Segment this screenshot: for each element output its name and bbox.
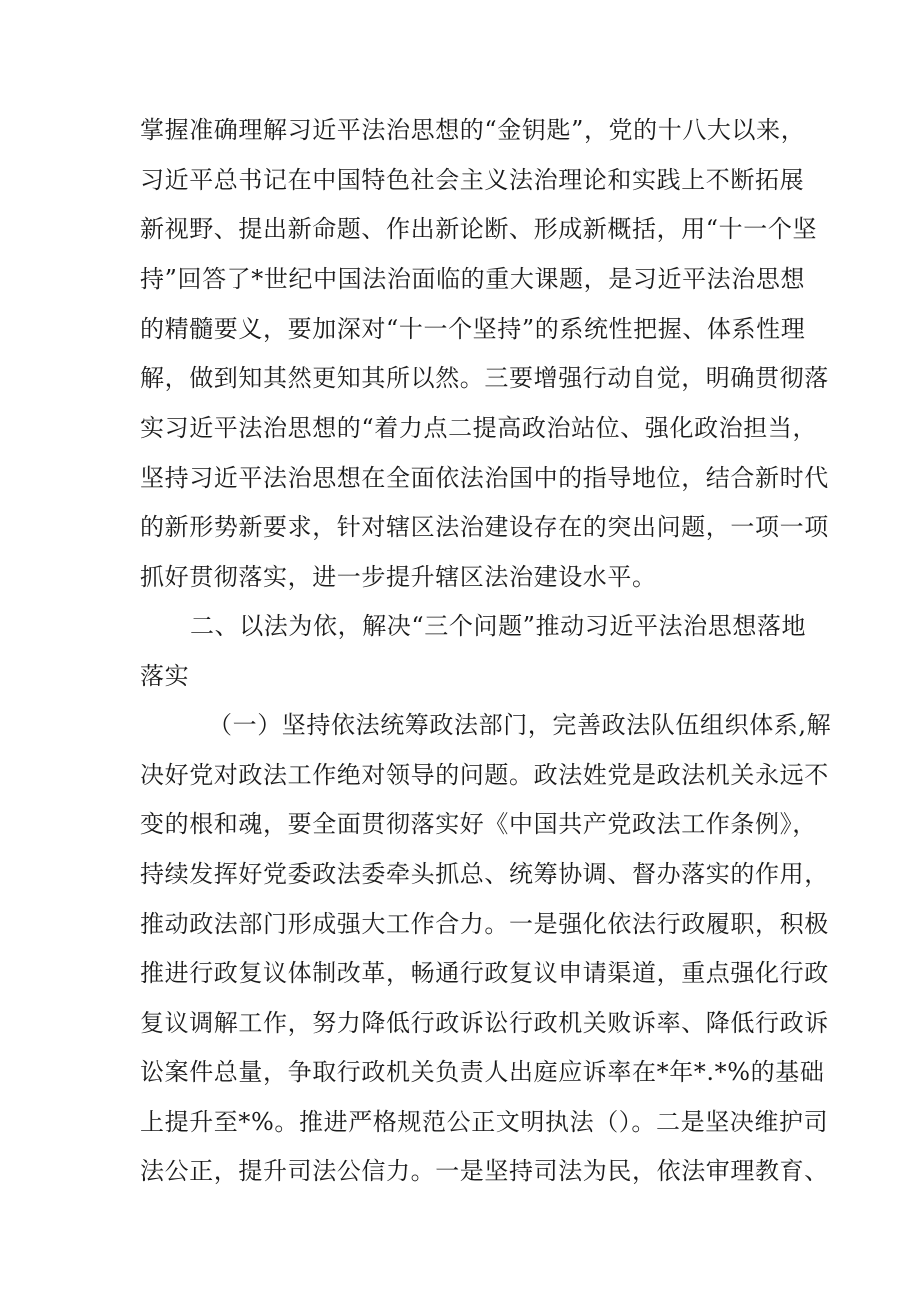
body-line: 变的根和魂，要全面贯彻落实好《中国共产党政法工作条例》， <box>140 810 817 838</box>
subsection-heading: （一）坚持依法统筹政法部门，完善政法队伍组织体系,解 <box>208 711 832 739</box>
body-line: 决好党对政法工作绝对领导的问题。政法姓党是政法机关永远不 <box>140 761 829 789</box>
body-line: 持”回答了*世纪中国法治面临的重大课题，是习近平法治思想 <box>140 265 806 293</box>
body-line: 的新形势新要求，针对辖区法治建设存在的突出问题，一项一项 <box>140 513 829 541</box>
section-heading-continued: 落实 <box>140 662 190 690</box>
body-line: 实习近平法治思想的“着力点二提高政治站位、强化政治担当， <box>140 414 818 442</box>
body-line: 上提升至*%。推进严格规范公正文明执法（）。二是坚决维护司 <box>140 1108 829 1136</box>
section-heading: 二、以法为依，解决“三个问题”推动习近平法治思想落地 <box>190 612 807 640</box>
body-line: 持续发挥好党委政法委牵头抓总、统筹协调、督办落实的作用， <box>140 860 829 888</box>
body-line: 习近平总书记在中国特色社会主义法治理论和实践上不断拓展 <box>140 166 805 194</box>
body-line: 推动政法部门形成强大工作合力。一是强化依法行政履职，积极 <box>140 910 829 938</box>
body-line: 推进行政复议体制改革，畅通行政复议申请渠道，重点强化行政 <box>140 959 829 987</box>
body-line: 掌握准确理解习近平法治思想的“金钥匙”，党的十八大以来， <box>140 116 806 144</box>
body-line: 坚持习近平法治思想在全面依法治国中的指导地位，结合新时代 <box>140 464 829 492</box>
body-line: 解，做到知其然更知其所以然。三要增强行动自觉，明确贯彻落 <box>140 364 829 392</box>
body-line: 讼案件总量，争取行政机关负责人出庭应诉率在*年*.*%的基础 <box>140 1058 825 1086</box>
body-line: 复议调解工作，努力降低行政诉讼行政机关败诉率、降低行政诉 <box>140 1009 829 1037</box>
body-line: 的精髓要义，要加深对“十一个坚持”的系统性把握、体系性理 <box>140 315 806 343</box>
body-line: 新视野、提出新命题、作出新论断、形成新概括，用“十一个坚 <box>140 215 818 243</box>
body-line: 法公正，提升司法公信力。一是坚持司法为民，依法审理教育、 <box>140 1157 829 1185</box>
body-line: 抓好贯彻落实，进一步提升辖区法治建设水平。 <box>140 563 657 591</box>
